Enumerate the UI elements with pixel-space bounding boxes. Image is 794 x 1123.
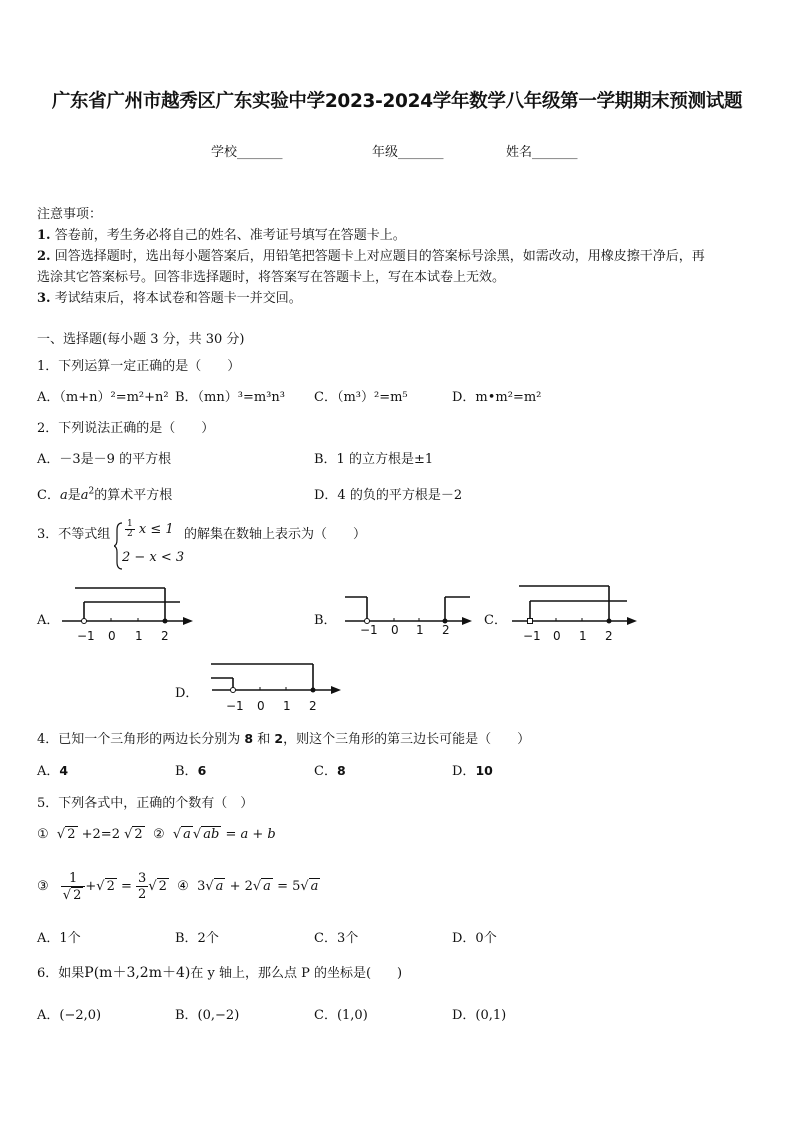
plus-sign: + xyxy=(85,879,97,894)
q3-stem-pre: 3．不等式组 xyxy=(37,527,111,542)
q6-stem-post: 在 y 轴上，那么点 P 的坐标是( ) xyxy=(190,966,403,981)
sqrt-radicand: 2 xyxy=(73,887,82,903)
q4-option-b xyxy=(175,760,206,779)
q1-option-c: C．（m³）²=m⁵ xyxy=(314,390,408,405)
grade-field: 年级_______ xyxy=(372,145,444,160)
q2-c-label: C． xyxy=(37,488,60,503)
q5-item-3: ③ $\frac{1}{√ 2}$ +√ 2 = $\frac{3}{2}$ √ 2 ④ 3√ a + 2√ a = 5√ a xyxy=(37,870,319,903)
q5-item-2-label: ② xyxy=(152,827,165,842)
q2-option-d: D．4 的负的平方根是－2 xyxy=(314,488,463,503)
q3-option-d: D． xyxy=(175,686,199,701)
tick-label: −1 xyxy=(523,629,541,643)
tick-label: 0 xyxy=(553,629,561,643)
note-2-number: 2. xyxy=(37,249,51,264)
q1-option-b: B．（mn）³=m³n³ xyxy=(175,390,285,405)
number-line-c xyxy=(505,583,645,645)
arrow-icon xyxy=(331,686,341,694)
q6-stem xyxy=(37,962,402,982)
tick-label: 1 xyxy=(283,699,291,713)
inequality-1-rest: x ≤ 1 xyxy=(138,522,174,537)
tick-label: 1 xyxy=(416,623,424,637)
note-2-text-a: 回答选择题时，选出每小题答案后，用铅笔把答题卡上对应题目的答案标号涂黑，如需改动，用橡皮擦干净后，再 xyxy=(54,249,705,264)
arrow-icon xyxy=(462,617,472,625)
q4-c-value: 8 xyxy=(336,763,346,778)
sqrt-radicand: 2 xyxy=(67,827,76,842)
q5-item-3-label: ③ xyxy=(37,879,49,894)
q4-side-2: 2 xyxy=(274,731,284,746)
tick-label: −1 xyxy=(226,699,244,713)
inequality-1 xyxy=(125,520,174,539)
q1-option-d: D．m•m²=m² xyxy=(452,390,542,405)
q5-option-d: D．0个 xyxy=(452,931,497,946)
q5-item-1-mid: +2=2 xyxy=(81,827,120,842)
equals-sign: = xyxy=(121,879,132,894)
q4-side-1: 8 xyxy=(244,731,254,746)
q4-c-label: C． xyxy=(314,764,337,779)
tick-label: 0 xyxy=(257,699,265,713)
fraction-denominator: 2 xyxy=(138,887,147,902)
q2-c-var-a2: a xyxy=(80,488,89,503)
tick-label: 0 xyxy=(391,623,399,637)
q2-option-b: B．1 的立方根是±1 xyxy=(314,452,434,467)
sqrt-radicand: 2 xyxy=(106,879,115,894)
note-3-text: 考试结束后，将本试卷和答题卡一并交回。 xyxy=(54,291,302,306)
q2-c-var-a: a xyxy=(59,488,68,503)
q2-c-exponent: 2 xyxy=(88,486,95,497)
sqrt-radicand: a xyxy=(215,879,224,894)
sqrt-radicand: ab xyxy=(203,827,220,842)
q2-stem: 2．下列说法正确的是（ ） xyxy=(37,421,215,436)
inequality-system xyxy=(114,520,184,570)
sqrt-radicand: 2 xyxy=(134,827,143,842)
q4-stem xyxy=(37,728,530,747)
page-title: 广东省广州市越秀区广东实验中学2023-2024学年数学八年级第一学期期末预测试题 xyxy=(51,91,743,112)
number-line-b xyxy=(338,583,483,645)
q5-item-1-label: ① xyxy=(37,827,49,842)
arrow-icon xyxy=(183,617,193,625)
q6-option-b: B．(0,−2) xyxy=(175,1008,240,1023)
q2-c-mid: 是 xyxy=(67,488,81,503)
q6-option-d: D．(0,1) xyxy=(452,1008,507,1023)
q2-option-a: A．－3是－9 的平方根 xyxy=(37,452,172,467)
note-3-number: 3. xyxy=(37,291,51,306)
q5-item-4-label: ④ xyxy=(177,879,189,894)
note-1-number: 1. xyxy=(37,228,51,243)
q5-stem: 5．下列各式中，正确的个数有（ ） xyxy=(37,796,254,811)
q4-option-d xyxy=(452,760,493,779)
tick-label: 2 xyxy=(161,629,169,643)
tick-label: 2 xyxy=(309,699,317,713)
q5-item-3-fraction-rhs xyxy=(136,871,148,902)
q3-option-b: B． xyxy=(314,613,337,628)
sqrt-radicand: 2 xyxy=(158,879,167,894)
q4-stem-post: ，则这个三角形的第三边长可能是（ ） xyxy=(283,732,531,747)
fraction-numerator: 1 xyxy=(127,519,133,529)
q4-a-label: A． xyxy=(37,764,60,779)
note-2 xyxy=(37,245,705,264)
equals-term: = 5 xyxy=(277,879,301,894)
q4-d-label: D． xyxy=(452,764,476,779)
q4-stem-pre: 4．已知一个三角形的两边长分别为 xyxy=(37,732,245,747)
note-1-text: 答卷前，考生务必将自己的姓名、准考证号填写在答题卡上。 xyxy=(54,228,406,243)
notes-heading: 注意事项： xyxy=(37,207,103,222)
name-field: 姓名_______ xyxy=(506,145,578,160)
plus-term: + 2 xyxy=(229,879,253,894)
note-2-text-b: 选涂其它答案标号。回答非选择题时，将答案写在答题卡上，写在本试卷上无效。 xyxy=(37,270,506,285)
sqrt-radicand: a xyxy=(263,879,271,894)
q4-d-value: 10 xyxy=(475,763,493,778)
tick-label: 0 xyxy=(108,629,116,643)
q4-b-label: B． xyxy=(175,764,198,779)
q4-stem-mid: 和 xyxy=(253,732,275,747)
q4-option-a xyxy=(37,760,68,779)
q4-option-c xyxy=(314,760,346,779)
q2-option-c xyxy=(37,484,172,503)
q6-point: P(m＋3,2m＋4) xyxy=(84,965,191,981)
fraction-numerator: 3 xyxy=(138,871,147,886)
school-field: 学校_______ xyxy=(211,145,283,160)
q6-option-c: C．(1,0) xyxy=(314,1008,368,1023)
tick-label: −1 xyxy=(77,629,95,643)
section-heading: 一、选择题(每小题 3 分，共 30 分) xyxy=(37,332,245,347)
q6-option-a: A．(−2,0) xyxy=(37,1008,102,1023)
q6-stem-pre: 6．如果 xyxy=(37,966,85,981)
note-3 xyxy=(37,287,302,306)
q3-option-c: C． xyxy=(484,613,507,628)
number-line-a xyxy=(55,583,200,645)
arrow-icon xyxy=(627,617,637,625)
fraction-denominator: √ 2 xyxy=(62,887,82,903)
inequality-2: 2 − x < 3 xyxy=(122,550,185,565)
q5-option-b: B．2个 xyxy=(175,931,219,946)
q3-option-a: A． xyxy=(37,613,60,628)
q4-a-value: 4 xyxy=(59,763,69,778)
tick-label: 1 xyxy=(135,629,143,643)
q1-option-a: A．（m+n）²=m²+n² xyxy=(37,390,169,405)
fraction-denominator: 2 xyxy=(127,529,133,539)
q4-b-value: 6 xyxy=(197,763,207,778)
q1-stem: 1．下列运算一定正确的是（ ） xyxy=(37,359,241,374)
coefficient: 3 xyxy=(197,879,206,894)
sqrt-radicand: a xyxy=(183,827,191,842)
fraction-numerator: 1 xyxy=(61,871,86,887)
q5-item-3-fraction xyxy=(61,871,86,903)
tick-label: 1 xyxy=(579,629,587,643)
q2-c-post: 的算术平方根 xyxy=(94,488,173,503)
note-1 xyxy=(37,224,406,243)
inequality-1-fraction xyxy=(125,520,135,539)
q3-stem-post: 的解集在数轴上表示为（ ） xyxy=(184,527,367,542)
sqrt-radicand: a xyxy=(310,879,319,894)
q5-option-a: A．1个 xyxy=(37,931,81,946)
tick-label: 2 xyxy=(605,629,613,643)
tick-label: 2 xyxy=(442,623,450,637)
tick-label: −1 xyxy=(360,623,378,637)
q5-option-c: C．3个 xyxy=(314,931,359,946)
q5-item-1: ① √ 2 +2=2 √ 2 ② √ a √ ab = a + b xyxy=(37,827,276,842)
number-line-d xyxy=(205,658,350,716)
q5-item-2-rhs: = a + b xyxy=(225,827,276,842)
